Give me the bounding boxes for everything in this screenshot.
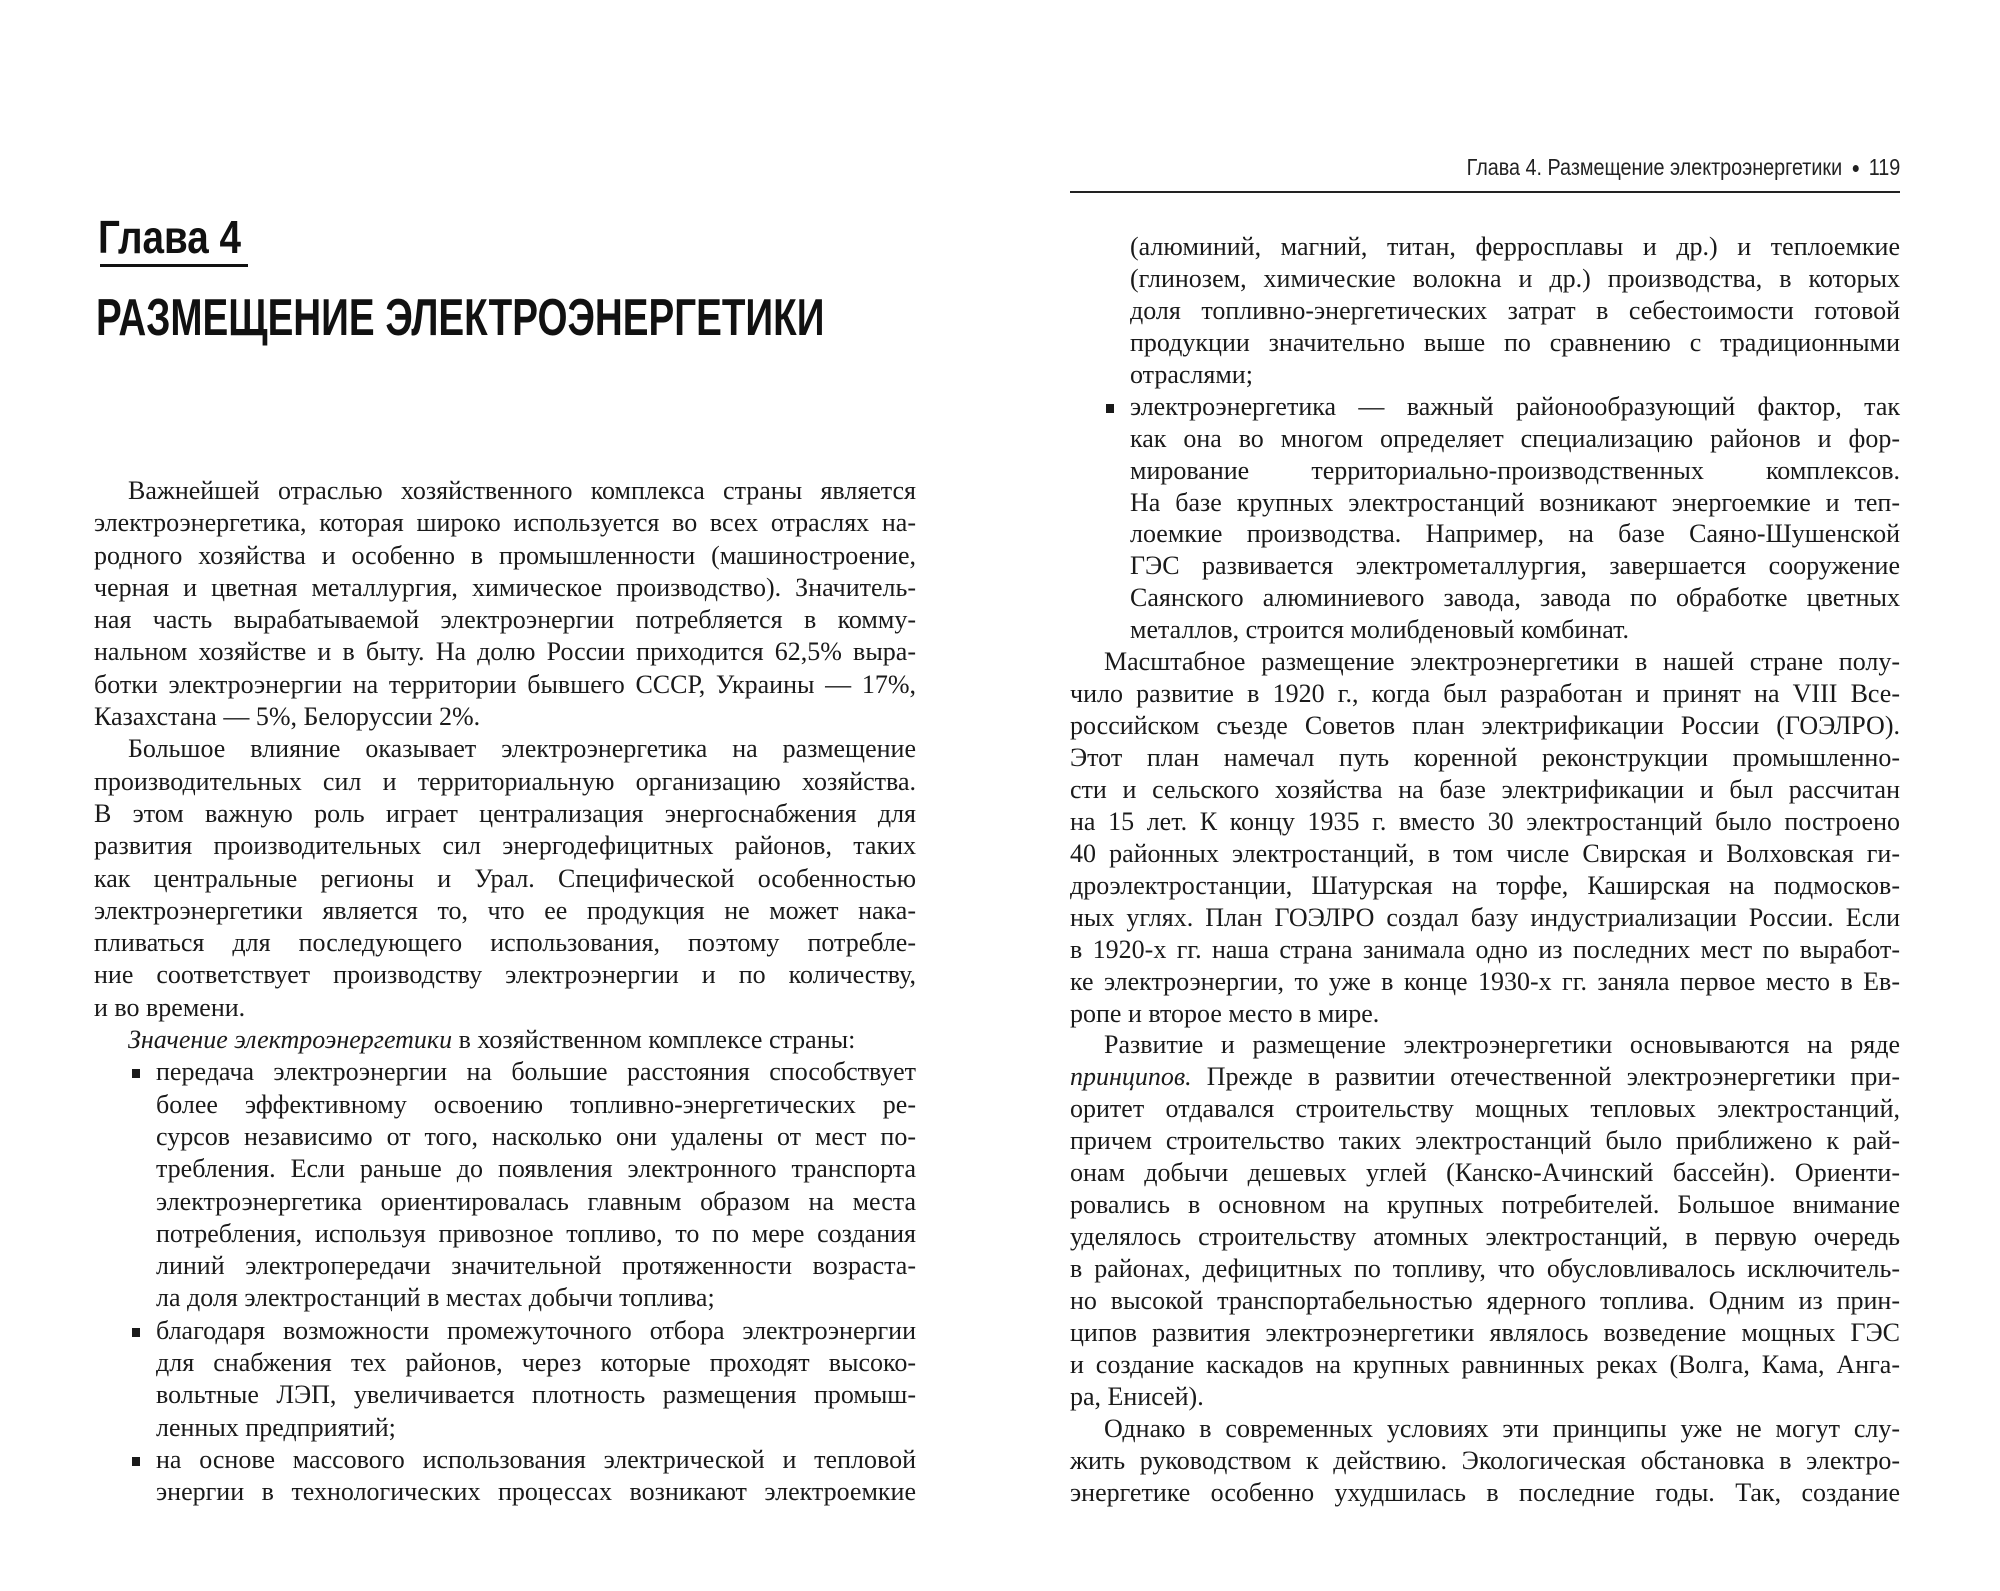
- running-head-title: Глава 4. Размещение электроэнергетики: [1466, 154, 1842, 180]
- italic-term: принципов.: [1070, 1062, 1192, 1092]
- line-text: в 1920-х гг. наша страна занимала одно из последних мест по выработ-: [1070, 934, 1900, 964]
- line-text: потребления, используя привозное топливо, то по мере создания: [156, 1218, 916, 1248]
- bullet-item-line: [1130, 231, 1900, 263]
- line-text: передача электроэнергии на большие расстояния способствует: [156, 1057, 916, 1087]
- line-text: (алюминий, магний, титан, ферросплавы и др.) и теплоемкие: [1130, 232, 1900, 261]
- bullet-item-line: [156, 1218, 916, 1250]
- line-text: линий электропередачи значительной протяженности возраста-: [156, 1251, 916, 1281]
- line-text: и во времени.: [94, 992, 246, 1022]
- bullet-item-line: [1130, 550, 1900, 582]
- paragraph-line: [1070, 1221, 1900, 1253]
- bullet-item-line: [1130, 359, 1900, 391]
- bullet-item-line: [1130, 423, 1900, 455]
- bullet-item-line: [156, 1089, 916, 1121]
- paragraph-line: [94, 540, 916, 572]
- line-text: производительных сил и территориальную организацию хозяйства.: [94, 766, 916, 796]
- line-text: дроэлектростанции, Шатурская на торфе, Каширская на подмосков-: [1070, 870, 1900, 900]
- line-text: в районах, дефицитных по топливу, что обусловливалось исключитель-: [1070, 1254, 1900, 1283]
- paragraph-line: [94, 475, 916, 507]
- paragraph-line: [1070, 1253, 1900, 1285]
- paragraph-line: [1070, 806, 1900, 838]
- bullet-item-line: [156, 1153, 916, 1185]
- line-text: пливаться для последующего использования, поэтому потребле-: [94, 928, 916, 958]
- line-text: электроэнергетики является то, что ее продукция не может нака-: [94, 895, 916, 925]
- paragraph-line: [1070, 710, 1900, 742]
- line-text: на основе массового использования электрической и тепловой: [156, 1444, 916, 1474]
- line-text: и создание каскадов на крупных равнинных реках (Волга, Кама, Анга-: [1070, 1349, 1900, 1379]
- paragraph-line: [1070, 742, 1900, 774]
- paragraph-line: [94, 701, 916, 733]
- paragraph-line: [1070, 1061, 1900, 1093]
- line-text: Этот план намечал путь коренной реконструкции промышленно-: [1070, 743, 1900, 772]
- paragraph-line: [1070, 1413, 1900, 1445]
- paragraph-line: [94, 895, 916, 927]
- paragraph-line: [1070, 646, 1900, 678]
- running-head-rule: [1070, 191, 1900, 193]
- line-text: ная часть вырабатываемой электроэнергии потребляется в комму-: [94, 605, 916, 635]
- line-text: для снабжения тех районов, через которые проходят высоко-: [156, 1348, 916, 1378]
- line-text: российском съезде Советов план электрификации России (ГОЭЛРО).: [1070, 711, 1900, 741]
- bullet-item-line: [1130, 263, 1900, 295]
- chapter-label-underline: [100, 264, 248, 267]
- line-text: В этом важную роль играет централизация энергоснабжения для: [94, 798, 916, 828]
- bullet-item-line: [156, 1250, 916, 1282]
- line-text: Масштабное размещение электроэнергетики в нашей стране полу-: [1104, 647, 1900, 677]
- paragraph-line: [1070, 1093, 1900, 1125]
- paragraph-line: [1070, 966, 1900, 998]
- chapter-label: Глава 4: [98, 211, 241, 263]
- paragraph-line: [94, 830, 916, 862]
- bullet-item-line: [1130, 518, 1900, 550]
- paragraph-line: [94, 604, 916, 636]
- paragraph-line: [94, 992, 916, 1024]
- line-text: сурсов независимо от того, насколько они удалены от мест по-: [156, 1121, 916, 1151]
- line-text: отраслями;: [1130, 359, 1253, 389]
- line-text: черная и цветная металлургия, химическое производство). Значитель-: [94, 572, 916, 602]
- paragraph-line: [1070, 1349, 1900, 1381]
- paragraph-line: [94, 1024, 916, 1056]
- line-text: ра, Енисей).: [1070, 1381, 1204, 1411]
- bullet-item-line: [156, 1282, 916, 1314]
- paragraph-line: [94, 798, 916, 830]
- line-text: ке электроэнергии, то уже в конце 1930-х гг. заняла первое место в Ев-: [1070, 966, 1900, 996]
- line-text: электроэнергетика — важный районообразующий фактор, так: [1130, 391, 1900, 421]
- paragraph-line: [94, 572, 916, 604]
- chapter-title: РАЗМЕЩЕНИЕ ЭЛЕКТРОЭНЕРГЕТИКИ: [96, 289, 825, 347]
- paragraph-line: [94, 669, 916, 701]
- paragraph-line: [1070, 1029, 1900, 1061]
- line-text: нальном хозяйстве и в быту. На долю России приходится 62,5% выра-: [94, 637, 916, 667]
- line-text: продукции значительно выше по сравнению с традиционными: [1130, 327, 1900, 357]
- line-text: ных углях. План ГОЭЛРО создал базу индустриализации России. Если: [1070, 902, 1900, 932]
- paragraph-line: [1070, 838, 1900, 870]
- paragraph-line: [94, 636, 916, 668]
- paragraph-line: [1070, 902, 1900, 934]
- line-text: благодаря возможности промежуточного отбора электроэнергии: [156, 1315, 916, 1345]
- line-text: ние соответствует производству электроэнергии и по количеству,: [94, 960, 916, 990]
- line-text: требления. Если раньше до появления электронного транспорта: [156, 1154, 916, 1184]
- bullet-item-line: [156, 1379, 916, 1411]
- line-text: (глинозем, химические волокна и др.) производства, в которых: [1130, 263, 1900, 293]
- bullet-item-line: [1130, 391, 1900, 423]
- paragraph-line: [1070, 998, 1900, 1030]
- paragraph-line: [1070, 1381, 1900, 1413]
- line-text: 40 районных электростанций, в том числе Свирская и Волховская ги-: [1070, 838, 1900, 868]
- line-text: ла доля электростанций в местах добычи топлива;: [156, 1283, 715, 1313]
- line-text: Важнейшей отраслью хозяйственного комплекса страны является: [128, 476, 916, 505]
- bullet-item-line: [1130, 582, 1900, 614]
- line-text: уделялось строительству атомных электростанций, в первую очередь: [1070, 1222, 1900, 1252]
- right-page: [1000, 0, 2000, 1591]
- line-text: ровались в основном на крупных потребителей. Большое внимание: [1070, 1190, 1900, 1220]
- bullet-item-line: [1130, 614, 1900, 646]
- italic-term: Значение электроэнергетики: [128, 1025, 453, 1055]
- bullet-item-line: [156, 1347, 916, 1379]
- bullet-item-line: [1130, 487, 1900, 519]
- paragraph-line: [1070, 934, 1900, 966]
- paragraph-line: [1070, 1477, 1900, 1509]
- line-text: энергетике особенно ухудшилась в последние годы. Так, создание: [1070, 1477, 1900, 1507]
- bullet-separator-icon: [1852, 165, 1858, 172]
- paragraph-line: [1070, 1189, 1900, 1221]
- paragraph-line: [94, 766, 916, 798]
- line-text: Казахстана — 5%, Белоруссии 2%.: [94, 702, 481, 732]
- paragraph-line: [1070, 1157, 1900, 1189]
- line-text: но высокой транспортабельностью ядерного топлива. Одним из прин-: [1070, 1285, 1900, 1315]
- square-bullet-icon: [132, 1328, 140, 1337]
- line-text: причем строительство таких электростанций было приближено к рай-: [1070, 1126, 1900, 1156]
- line-text: лоемкие производства. Например, на базе Саяно-Шушенской: [1130, 519, 1900, 549]
- bullet-item-line: [156, 1121, 916, 1153]
- page-number: 119: [1868, 154, 1900, 180]
- line-text: энергии в технологических процессах возникают электроемкие: [156, 1477, 916, 1507]
- bullet-item-line: [1130, 455, 1900, 487]
- line-text: как центральные регионы и Урал. Специфической особенностью: [94, 863, 916, 893]
- line-text: металлов, строится молибденовый комбинат.: [1130, 615, 1630, 645]
- line-text: развития производительных сил энергодефицитных районов, таких: [94, 831, 916, 861]
- line-text: чило развитие в 1920 г., когда был разработан и принят на VIII Все-: [1070, 679, 1900, 709]
- line-text: жить руководством к действию. Экологическая обстановка в электро-: [1070, 1445, 1900, 1475]
- line-text: онам добычи дешевых углей (Канско-Ачинский бассейн). Ориенти-: [1070, 1158, 1900, 1188]
- line-text: электроэнергетика ориентировалась главным образом на места: [156, 1186, 916, 1216]
- bullet-item-line: [156, 1444, 916, 1476]
- line-text: На базе крупных электростанций возникают энергоемкие и теп-: [1130, 487, 1900, 517]
- paragraph-line: [94, 507, 916, 539]
- bullet-item-line: [156, 1476, 916, 1508]
- line-text: доля топливно-энергетических затрат в себестоимости готовой: [1130, 295, 1900, 325]
- line-text: Однако в современных условиях эти принципы уже не могут слу-: [1104, 1413, 1900, 1443]
- right-page-body: [1070, 231, 1900, 1509]
- left-page-body: [94, 475, 916, 1509]
- line-text: Саянского алюминиевого завода, завода по обработке цветных: [1130, 583, 1900, 613]
- square-bullet-icon: [132, 1069, 140, 1078]
- line-text: на 15 лет. К концу 1935 г. вместо 30 электростанций было построено: [1070, 806, 1900, 836]
- line-text: вольтные ЛЭП, увеличивается плотность размещения промыш-: [156, 1380, 916, 1410]
- line-text: родного хозяйства и особенно в промышленности (машиностроение,: [94, 540, 916, 570]
- line-text: Прежде в развитии отечественной электроэнергетики при-: [1191, 1062, 1900, 1092]
- running-head: [1466, 152, 1900, 182]
- bullet-item-line: [1130, 327, 1900, 359]
- line-text: ботки электроэнергии на территории бывшего СССР, Украины — 17%,: [94, 669, 916, 699]
- paragraph-line: [94, 863, 916, 895]
- line-text: в хозяйственном комплексе страны:: [452, 1025, 856, 1055]
- paragraph-line: [1070, 1125, 1900, 1157]
- paragraph-line: [1070, 870, 1900, 902]
- paragraph-line: [1070, 1445, 1900, 1477]
- bullet-item-line: [1130, 295, 1900, 327]
- square-bullet-icon: [1106, 404, 1114, 413]
- line-text: мирование территориально-производственных комплексов.: [1130, 455, 1900, 485]
- paragraph-line: [1070, 1285, 1900, 1317]
- line-text: Развитие и размещение электроэнергетики основываются на ряде: [1104, 1030, 1900, 1060]
- paragraph-line: [1070, 678, 1900, 710]
- square-bullet-icon: [132, 1457, 140, 1466]
- bullet-item-line: [156, 1056, 916, 1088]
- bullet-item-line: [156, 1412, 916, 1444]
- line-text: ГЭС развивается электрометаллургия, завершается сооружение: [1130, 551, 1900, 581]
- paragraph-line: [1070, 774, 1900, 806]
- bullet-item-line: [156, 1186, 916, 1218]
- line-text: как она во многом определяет специализацию районов и фор-: [1130, 423, 1900, 453]
- paragraph-line: [94, 733, 916, 765]
- line-text: ропе и второе место в мире.: [1070, 998, 1380, 1028]
- line-text: сти и сельского хозяйства на базе электрификации и был рассчитан: [1070, 774, 1900, 804]
- line-text: более эффективному освоению топливно-энергетических ре-: [156, 1089, 916, 1119]
- paragraph-line: [94, 959, 916, 991]
- bullet-item-line: [156, 1315, 916, 1347]
- line-text: Большое влияние оказывает электроэнергетика на размещение: [128, 734, 916, 764]
- paragraph-line: [1070, 1317, 1900, 1349]
- line-text: электроэнергетика, которая широко используется во всех отраслях на-: [94, 508, 916, 538]
- line-text: оритет отдавался строительству мощных тепловых электростанций,: [1070, 1094, 1900, 1124]
- line-text: ципов развития электроэнергетики являлось возведение мощных ГЭС: [1070, 1317, 1900, 1347]
- line-text: ленных предприятий;: [156, 1412, 396, 1442]
- paragraph-line: [94, 927, 916, 959]
